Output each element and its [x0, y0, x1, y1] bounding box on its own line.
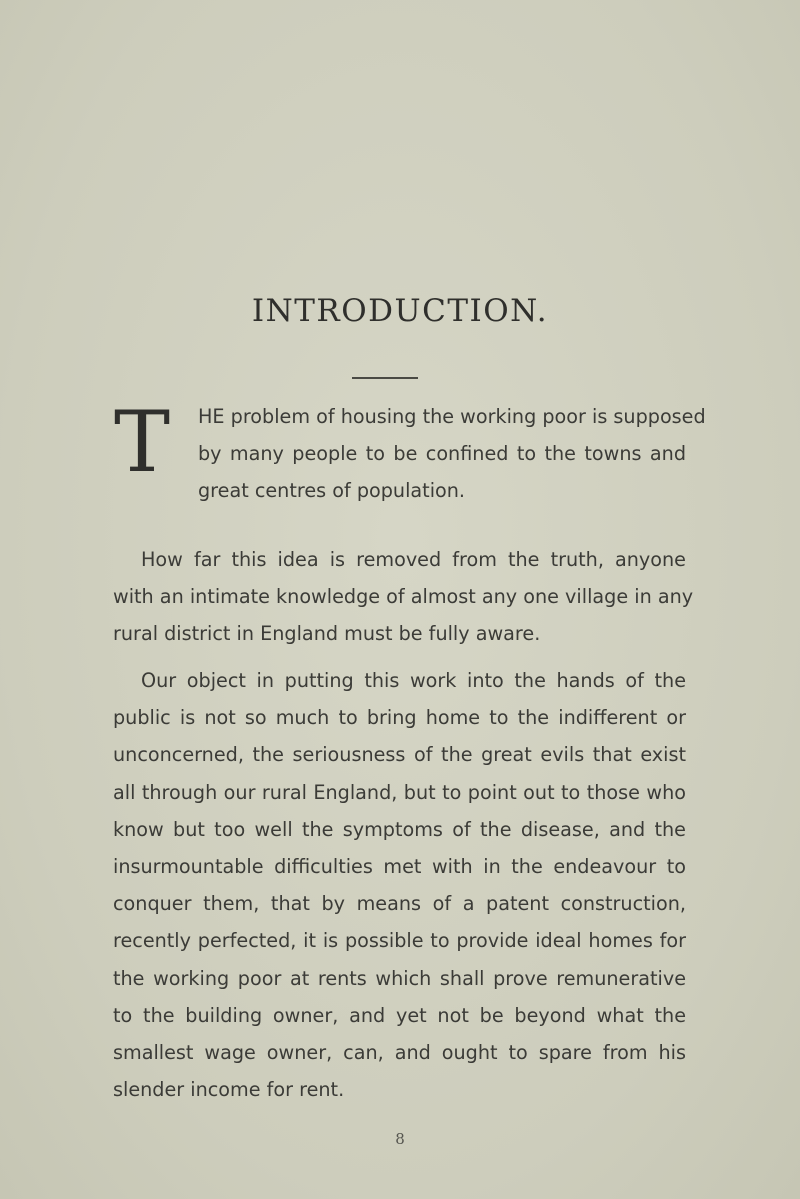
heading-rule: [352, 377, 418, 379]
drop-cap: T: [114, 393, 171, 491]
text-line: insurmountable difficulties met with in the endeavour to: [113, 855, 686, 879]
text-line: smallest wage owner, can, and ought to spare from his: [113, 1041, 686, 1065]
text-line: unconcerned, the seriousness of the great evils that exist: [113, 743, 686, 767]
paragraph-1: [113, 393, 706, 510]
text-line: How far this idea is removed from the truth, anyone: [141, 548, 686, 571]
text-line: great centres of population.: [198, 479, 466, 503]
text-line: HE problem of housing the working poor is supposed: [198, 405, 706, 428]
text-line: rural district in England must be fully aware.: [113, 622, 541, 646]
text-line: to the building owner, and yet not be beyond what the: [113, 1003, 686, 1027]
text-line: all through our rural England, but to point out to those who: [113, 780, 686, 804]
page-number: 8: [395, 1130, 405, 1148]
text-line: with an intimate knowledge of almost any one village in any: [113, 585, 694, 609]
paragraph-3: [113, 662, 686, 1108]
text-line: Our object in putting this work into the hands of the: [141, 669, 686, 692]
text-line: know but too well the symptoms of the disease, and the: [113, 817, 686, 841]
text-line: conquer them, that by means of a patent construction,: [113, 892, 686, 916]
text-line: recently perfected, it is possible to provide ideal homes for: [113, 929, 686, 953]
text-line: slender income for rent.: [113, 1078, 345, 1102]
text-line: by many people to be confined to the towns and: [198, 442, 686, 466]
chapter-heading: INTRODUCTION.: [251, 293, 549, 329]
paragraph-2: [113, 541, 694, 653]
text-line: the working poor at rents which shall prove remunerative: [113, 966, 686, 990]
text-line: public is not so much to bring home to the indifferent or: [113, 706, 686, 730]
